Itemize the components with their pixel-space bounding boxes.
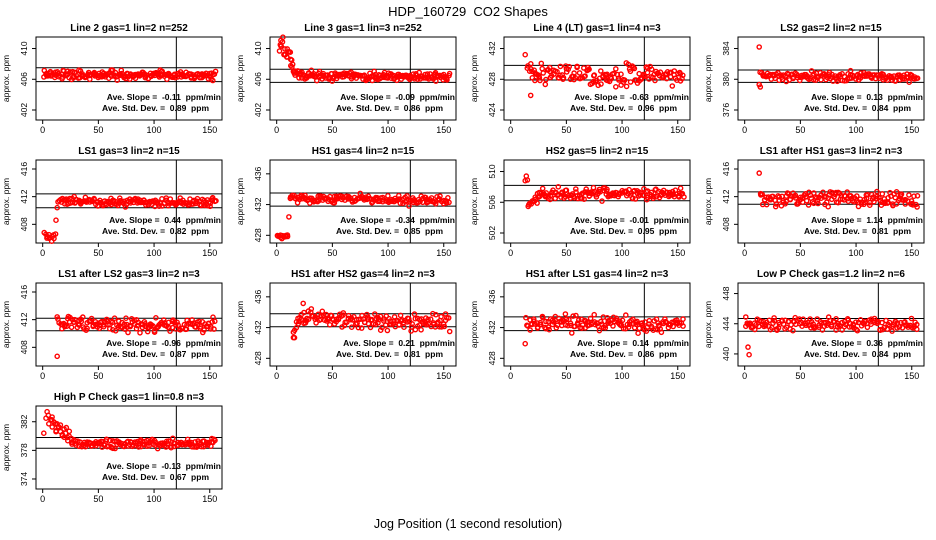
subplot-title: Low P Check gas=1.2 lin=2 n=6: [757, 269, 905, 280]
y-tick-label: 382: [19, 414, 29, 429]
slope-annotation: Ave. Slope = 1.14 ppm/min: [811, 215, 923, 225]
subplot-title: LS2 gas=2 lin=2 n=15: [780, 23, 882, 34]
y-axis-label: approx. ppm: [703, 54, 713, 103]
x-tick-label: 100: [380, 371, 396, 381]
outlier-point: [757, 171, 761, 175]
y-tick-label: 416: [19, 161, 29, 177]
x-tick-label: 150: [904, 125, 920, 135]
y-tick-label: 440: [721, 346, 731, 362]
y-axis-label: approx. ppm: [235, 177, 245, 226]
y-tick-label: 510: [487, 164, 497, 179]
x-tick-label: 0: [274, 248, 280, 258]
x-tick-label: 50: [795, 248, 806, 258]
x-tick-label: 150: [670, 125, 686, 135]
subplot-6: [468, 143, 702, 266]
subplot-3: [702, 20, 936, 143]
outlier-point: [757, 45, 761, 49]
x-tick-label: 0: [508, 371, 514, 381]
outlier-point: [44, 416, 48, 420]
y-tick-label: 436: [253, 166, 263, 181]
subplot-title: HS1 after LS1 gas=4 lin=2 n=3: [525, 269, 669, 280]
slope-annotation: Ave. Slope = -0.63 ppm/min: [574, 92, 689, 102]
x-tick-label: 50: [561, 371, 572, 381]
x-tick-label: 150: [904, 248, 920, 258]
x-axis-label: Jog Position (1 second resolution): [373, 517, 563, 531]
x-tick-label: 50: [561, 125, 572, 135]
y-axis-label: approx. ppm: [1, 423, 11, 472]
x-tick-label: 150: [202, 371, 218, 381]
y-tick-label: 448: [721, 286, 731, 301]
slope-annotation: Ave. Slope = -0.11 ppm/min: [106, 92, 221, 102]
y-axis-label: approx. ppm: [703, 300, 713, 349]
data-points: [42, 68, 218, 83]
std-dev-annotation: Ave. Std. Dev. = 0.96 ppm: [570, 103, 677, 113]
y-axis-label: approx. ppm: [469, 300, 479, 349]
outlier-point: [529, 93, 533, 97]
x-tick-label: 0: [742, 125, 748, 135]
std-dev-annotation: Ave. Std. Dev. = 0.86 ppm: [570, 349, 677, 359]
y-tick-label: 402: [253, 102, 263, 118]
x-tick-label: 150: [436, 371, 452, 381]
outlier-point: [744, 315, 748, 319]
subplot-2: [468, 20, 702, 143]
y-tick-label: 384: [721, 41, 731, 56]
y-tick-label: 428: [253, 351, 263, 366]
y-axis-label: approx. ppm: [469, 54, 479, 103]
outlier-point: [54, 218, 58, 222]
slope-annotation: Ave. Slope = 0.13 ppm/min: [811, 92, 923, 102]
y-axis-label: approx. ppm: [235, 300, 245, 349]
x-tick-label: 100: [614, 125, 630, 135]
std-dev-annotation: Ave. Std. Dev. = 0.84 ppm: [804, 349, 911, 359]
x-tick-label: 50: [93, 371, 104, 381]
slope-annotation: Ave. Slope = -0.01 ppm/min: [574, 215, 689, 225]
y-tick-label: 378: [19, 443, 29, 458]
y-tick-label: 412: [721, 189, 731, 204]
y-tick-label: 428: [253, 228, 263, 243]
data-points: [277, 35, 451, 83]
x-tick-label: 150: [436, 125, 452, 135]
x-tick-label: 100: [848, 125, 864, 135]
y-tick-label: 374: [19, 471, 29, 487]
x-tick-label: 0: [274, 125, 280, 135]
x-tick-label: 150: [670, 371, 686, 381]
subplot-4: [0, 143, 234, 266]
std-dev-annotation: Ave. Std. Dev. = 0.82 ppm: [102, 226, 209, 236]
x-tick-label: 50: [795, 371, 806, 381]
x-tick-label: 50: [93, 248, 104, 258]
x-tick-label: 0: [40, 371, 46, 381]
x-tick-label: 150: [202, 125, 218, 135]
std-dev-annotation: Ave. Std. Dev. = 0.86 ppm: [336, 103, 443, 113]
subplot-title: Line 2 gas=1 lin=2 n=252: [70, 23, 188, 34]
subplot-10: [468, 266, 702, 389]
outlier-point: [42, 431, 46, 435]
x-tick-label: 0: [508, 248, 514, 258]
slope-annotation: Ave. Slope = 0.36 ppm/min: [811, 338, 923, 348]
x-tick-label: 100: [848, 248, 864, 258]
y-tick-label: 444: [721, 316, 731, 331]
x-tick-label: 50: [327, 248, 338, 258]
y-tick-label: 416: [721, 161, 731, 177]
outlier-point: [746, 345, 750, 349]
outlier-point: [291, 336, 295, 340]
y-axis-label: approx. ppm: [1, 54, 11, 103]
y-tick-label: 406: [19, 72, 29, 87]
slope-annotation: Ave. Slope = 0.14 ppm/min: [577, 338, 689, 348]
y-tick-label: 424: [487, 102, 497, 118]
x-tick-label: 150: [202, 248, 218, 258]
figure-title: HDP_160729 CO2 Shapes: [388, 4, 548, 19]
y-tick-label: 412: [19, 189, 29, 204]
y-tick-label: 410: [253, 41, 263, 56]
subplot-title: HS2 gas=5 lin=2 n=15: [545, 146, 649, 157]
std-dev-annotation: Ave. Std. Dev. = 0.67 ppm: [102, 472, 209, 482]
y-tick-label: 432: [487, 320, 497, 335]
x-tick-label: 0: [508, 125, 514, 135]
x-tick-label: 0: [742, 248, 748, 258]
x-tick-label: 100: [614, 248, 630, 258]
y-tick-label: 410: [19, 41, 29, 56]
x-tick-label: 100: [614, 371, 630, 381]
y-tick-label: 432: [253, 197, 263, 212]
subplot-title: High P Check gas=1 lin=0.8 n=3: [53, 392, 205, 403]
x-tick-label: 0: [742, 371, 748, 381]
x-tick-label: 100: [380, 248, 396, 258]
y-tick-label: 428: [487, 72, 497, 87]
x-tick-label: 150: [670, 248, 686, 258]
x-tick-label: 0: [274, 371, 280, 381]
y-tick-label: 408: [19, 340, 29, 355]
x-tick-label: 0: [40, 248, 46, 258]
data-points: [42, 410, 217, 451]
subplot-title: HS1 gas=4 lin=2 n=15: [311, 146, 415, 157]
y-tick-label: 432: [253, 320, 263, 335]
subplot-8: [0, 266, 234, 389]
y-tick-label: 408: [721, 217, 731, 232]
subplot-12: [0, 389, 234, 512]
y-tick-label: 436: [487, 289, 497, 304]
x-tick-label: 50: [795, 125, 806, 135]
data-points: [523, 174, 686, 209]
std-dev-annotation: Ave. Std. Dev. = 0.87 ppm: [102, 349, 209, 359]
subplot-11: [702, 266, 936, 389]
y-tick-label: 428: [487, 351, 497, 366]
std-dev-annotation: Ave. Std. Dev. = 0.89 ppm: [102, 103, 209, 113]
x-tick-label: 50: [327, 371, 338, 381]
data-points: [523, 53, 685, 98]
slope-annotation: Ave. Slope = -0.13 ppm/min: [106, 461, 221, 471]
y-axis-label: approx. ppm: [235, 54, 245, 103]
data-points: [291, 301, 452, 340]
slope-annotation: Ave. Slope = -0.96 ppm/min: [106, 338, 221, 348]
x-tick-label: 0: [40, 494, 46, 504]
slope-annotation: Ave. Slope = 0.44 ppm/min: [109, 215, 221, 225]
std-dev-annotation: Ave. Std. Dev. = 0.84 ppm: [804, 103, 911, 113]
subplot-title: HS1 after HS2 gas=4 lin=2 n=3: [291, 269, 435, 280]
slope-annotation: Ave. Slope = 0.21 ppm/min: [343, 338, 455, 348]
std-dev-annotation: Ave. Std. Dev. = 0.81 ppm: [336, 349, 443, 359]
subplot-title: LS1 after LS2 gas=3 lin=2 n=3: [58, 269, 200, 280]
x-tick-label: 100: [146, 125, 162, 135]
y-tick-label: 376: [721, 102, 731, 118]
subplot-1: [234, 20, 468, 143]
subplot-title: Line 3 gas=1 lin=3 n=252: [304, 23, 422, 34]
y-tick-label: 412: [19, 312, 29, 327]
std-dev-annotation: Ave. Std. Dev. = 0.81 ppm: [804, 226, 911, 236]
subplot-5: [234, 143, 468, 266]
subplot-title: LS1 gas=3 lin=2 n=15: [78, 146, 180, 157]
outlier-point: [523, 342, 527, 346]
x-tick-label: 0: [40, 125, 46, 135]
x-tick-label: 50: [93, 494, 104, 504]
y-axis-label: approx. ppm: [1, 177, 11, 226]
y-axis-label: approx. ppm: [703, 177, 713, 226]
y-axis-label: approx. ppm: [469, 177, 479, 226]
std-dev-annotation: Ave. Std. Dev. = 0.85 ppm: [336, 226, 443, 236]
y-tick-label: 406: [253, 72, 263, 87]
y-tick-label: 436: [253, 289, 263, 304]
x-tick-label: 150: [436, 248, 452, 258]
y-tick-label: 502: [487, 225, 497, 241]
y-tick-label: 402: [19, 102, 29, 118]
x-tick-label: 50: [327, 125, 338, 135]
outlier-point: [287, 215, 291, 219]
outlier-point: [523, 53, 527, 57]
subplot-0: [0, 20, 234, 143]
subplot-9: [234, 266, 468, 389]
x-tick-label: 50: [561, 248, 572, 258]
subplot-title: Line 4 (LT) gas=1 lin=4 n=3: [533, 23, 661, 34]
y-tick-label: 416: [19, 284, 29, 300]
y-tick-label: 432: [487, 41, 497, 56]
slope-annotation: Ave. Slope = -0.09 ppm/min: [340, 92, 455, 102]
x-tick-label: 100: [146, 494, 162, 504]
y-tick-label: 408: [19, 217, 29, 232]
x-tick-label: 100: [380, 125, 396, 135]
outlier-point: [747, 353, 751, 357]
x-tick-label: 100: [146, 371, 162, 381]
x-tick-label: 50: [93, 125, 104, 135]
subplot-7: [702, 143, 936, 266]
x-tick-label: 100: [848, 371, 864, 381]
x-tick-label: 100: [146, 248, 162, 258]
data-points: [757, 171, 920, 209]
subplot-title: LS1 after HS1 gas=3 lin=2 n=3: [759, 146, 903, 157]
outlier-point: [55, 354, 59, 358]
x-tick-label: 150: [904, 371, 920, 381]
y-axis-label: approx. ppm: [1, 300, 11, 349]
std-dev-annotation: Ave. Std. Dev. = 0.95 ppm: [570, 226, 677, 236]
x-tick-label: 150: [202, 494, 218, 504]
slope-annotation: Ave. Slope = -0.34 ppm/min: [340, 215, 455, 225]
y-tick-label: 506: [487, 195, 497, 210]
y-tick-label: 380: [721, 72, 731, 87]
